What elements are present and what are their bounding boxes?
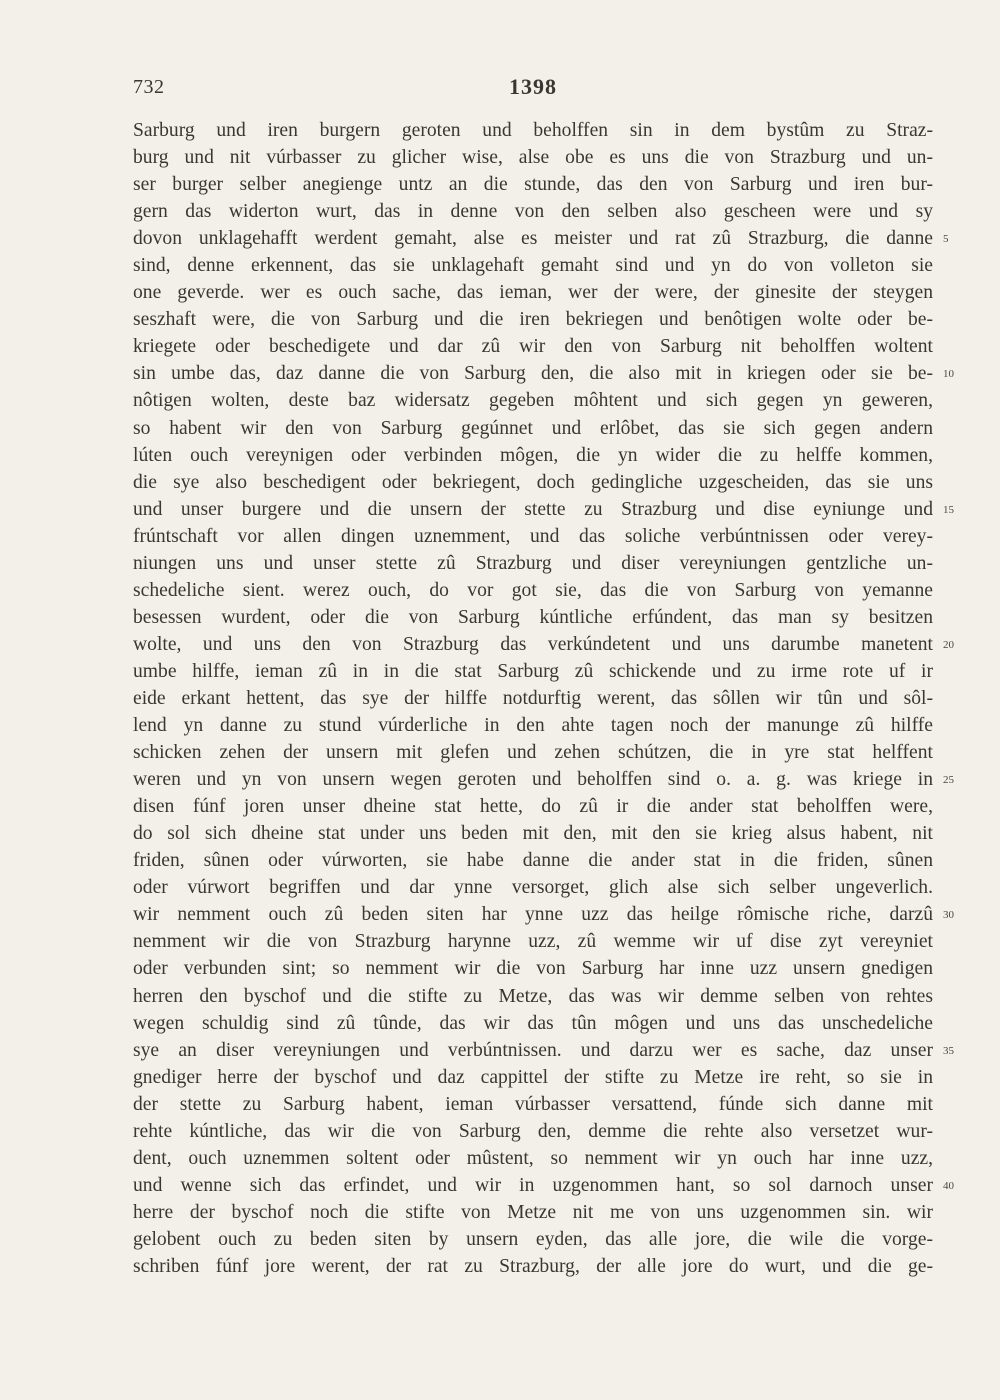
text-line: sye an diser vereyniungen und verbúntnissen. und darzu wer es sache, daz unser [133, 1039, 933, 1061]
text-line: gnediger herre der byschof und daz cappittel der stifte zu Metze ire reht, so sie in [133, 1066, 933, 1088]
text-line: und wenne sich das erfindet, und wir in uzgenommen hant, so sol darnoch unser [133, 1174, 933, 1196]
text-line: besessen wurdent, oder die von Sarburg kúntliche erfúndent, das man sy besitzen [133, 606, 933, 628]
margin-line-number: 35 [943, 1044, 954, 1057]
margin-line-number: 20 [943, 638, 954, 651]
margin-line-number: 15 [943, 503, 954, 516]
text-line: disen fúnf joren unser dheine stat hette, do zû ir die ander stat beholffen were, [133, 796, 933, 818]
text-line: oder verbunden sint; so nemment wir die von Sarburg har inne uzz unsern gnedigen [133, 958, 933, 980]
text-line: umbe hilffe, ieman zû in in die stat Sarburg zû schickende und zu irme rote uf ir [133, 660, 933, 682]
text-line: rehte kúntliche, das wir die von Sarburg den, demme die rehte also versetzet wur- [133, 1120, 933, 1142]
text-line: sin umbe das, daz danne die von Sarburg den, die also mit in kriegen oder sie be- [133, 363, 933, 385]
text-line: one geverde. wer es ouch sache, das ieman, wer der were, der ginesite der steygen [133, 282, 933, 304]
text-line: oder vúrwort begriffen und dar ynne versorget, glich alse sich selber ungeverlich. [133, 877, 933, 899]
text-line: nemment wir die von Strazburg harynne uzz, zû wemme wir uf dise zyt vereyniet [133, 931, 933, 953]
margin-line-number: 5 [943, 233, 949, 246]
page-number: 732 [133, 76, 165, 98]
text-line: herre der byschof noch die stifte von Metze nit me von uns uzgenommen sin. wir [133, 1201, 933, 1223]
text-line: dent, ouch uznemmen soltent oder mûstent, so nemment wir yn ouch har inne uzz, [133, 1147, 933, 1169]
text-line: gelobent ouch zu beden siten by unsern eyden, das alle jore, die wile die vorge- [133, 1228, 933, 1250]
text-line: die sye also beschedigent oder bekriegent, doch gedingliche uzgescheiden, das sie uns [133, 471, 933, 493]
text-line: schriben fúnf jore werent, der rat zu Strazburg, der alle jore do wurt, und die ge- [133, 1255, 933, 1277]
text-line: schedeliche sient. werez ouch, do vor got sie, das die von Sarburg von yemanne [133, 579, 933, 601]
text-line: friden, sûnen oder vúrworten, sie habe danne die ander stat in die friden, sûnen [133, 850, 933, 872]
text-line: so habent wir den von Sarburg gegúnnet und erlôbet, das sie sich gegen andern [133, 417, 933, 439]
text-line: frúntschaft vor allen dingen uznemment, und das soliche verbúntnissen oder verey- [133, 525, 933, 547]
text-line: seszhaft were, die von Sarburg und die iren bekriegen und benôtigen wolte oder be- [133, 309, 933, 331]
text-line: lúten ouch vereynigen oder verbinden môgen, die yn wider die zu helffe kommen, [133, 444, 933, 466]
text-line: Sarburg und iren burgern geroten und beholffen sin in dem bystûm zu Straz- [133, 120, 933, 141]
text-line: gern das widerton wurt, das in denne von den selben also gescheen were und sy [133, 201, 933, 223]
text-line: dovon unklagehafft werdent gemaht, alse es meister und rat zû Strazburg, die danne [133, 228, 933, 250]
text-line: do sol sich dheine stat under uns beden mit den, mit den sie krieg alsus habent, nit [133, 823, 933, 845]
margin-line-number: 40 [943, 1179, 954, 1192]
text-line: schicken zehen der unsern mit glefen und zehen schútzen, die in yre stat helffent [133, 742, 933, 764]
text-line: und unser burgere und die unsern der stette zu Strazburg und dise eyniunge und [133, 498, 933, 520]
text-line: wegen schuldig sind zû tûnde, das wir das tûn môgen und uns das unschedeliche [133, 1012, 933, 1034]
text-line: herren den byschof und die stifte zu Metze, das was wir demme selben von rehtes [133, 985, 933, 1007]
text-line: der stette zu Sarburg habent, ieman vúrbasser versattend, fúnde sich danne mit [133, 1093, 933, 1115]
body-text [133, 117, 933, 1280]
text-line: wir nemment ouch zû beden siten har ynne uzz das heilge rômische riche, darzû [133, 904, 933, 926]
year-heading: 1398 [509, 74, 557, 99]
text-line: niungen uns und unser stette zû Strazburg und diser vereyniungen gentzliche un- [133, 552, 933, 574]
text-line: burg und nit vúrbasser zu glicher wise, alse obe es uns die von Strazburg und un- [133, 147, 933, 169]
margin-line-number: 25 [943, 774, 954, 787]
text-line: kriegete oder beschedigete und dar zû wir den von Sarburg nit beholffen woltent [133, 336, 933, 358]
text-line: lend yn danne zu stund vúrderliche in den ahte tagen noch der manunge zû hilffe [133, 715, 933, 737]
text-line: weren und yn von unsern wegen geroten und beholffen sind o. a. g. was kriege in [133, 769, 933, 791]
text-line: sind, denne erkennent, das sie unklagehaft gemaht sind und yn do von volleton sie [133, 255, 933, 277]
margin-line-number: 30 [943, 909, 954, 922]
text-line: eide erkant hettent, das sye der hilffe notdurftig werent, das sôllen wir tûn und sôl- [133, 687, 933, 709]
text-line: wolte, und uns den von Strazburg das verkúndetent und uns darumbe manetent [133, 633, 933, 655]
margin-line-number: 10 [943, 368, 954, 381]
text-line: nôtigen wolten, deste baz widersatz gegeben môhtent und sich gegen yn geweren, [133, 390, 933, 412]
text-line: ser burger selber anegienge untz an die stunde, das den von Sarburg und iren bur- [133, 174, 933, 196]
